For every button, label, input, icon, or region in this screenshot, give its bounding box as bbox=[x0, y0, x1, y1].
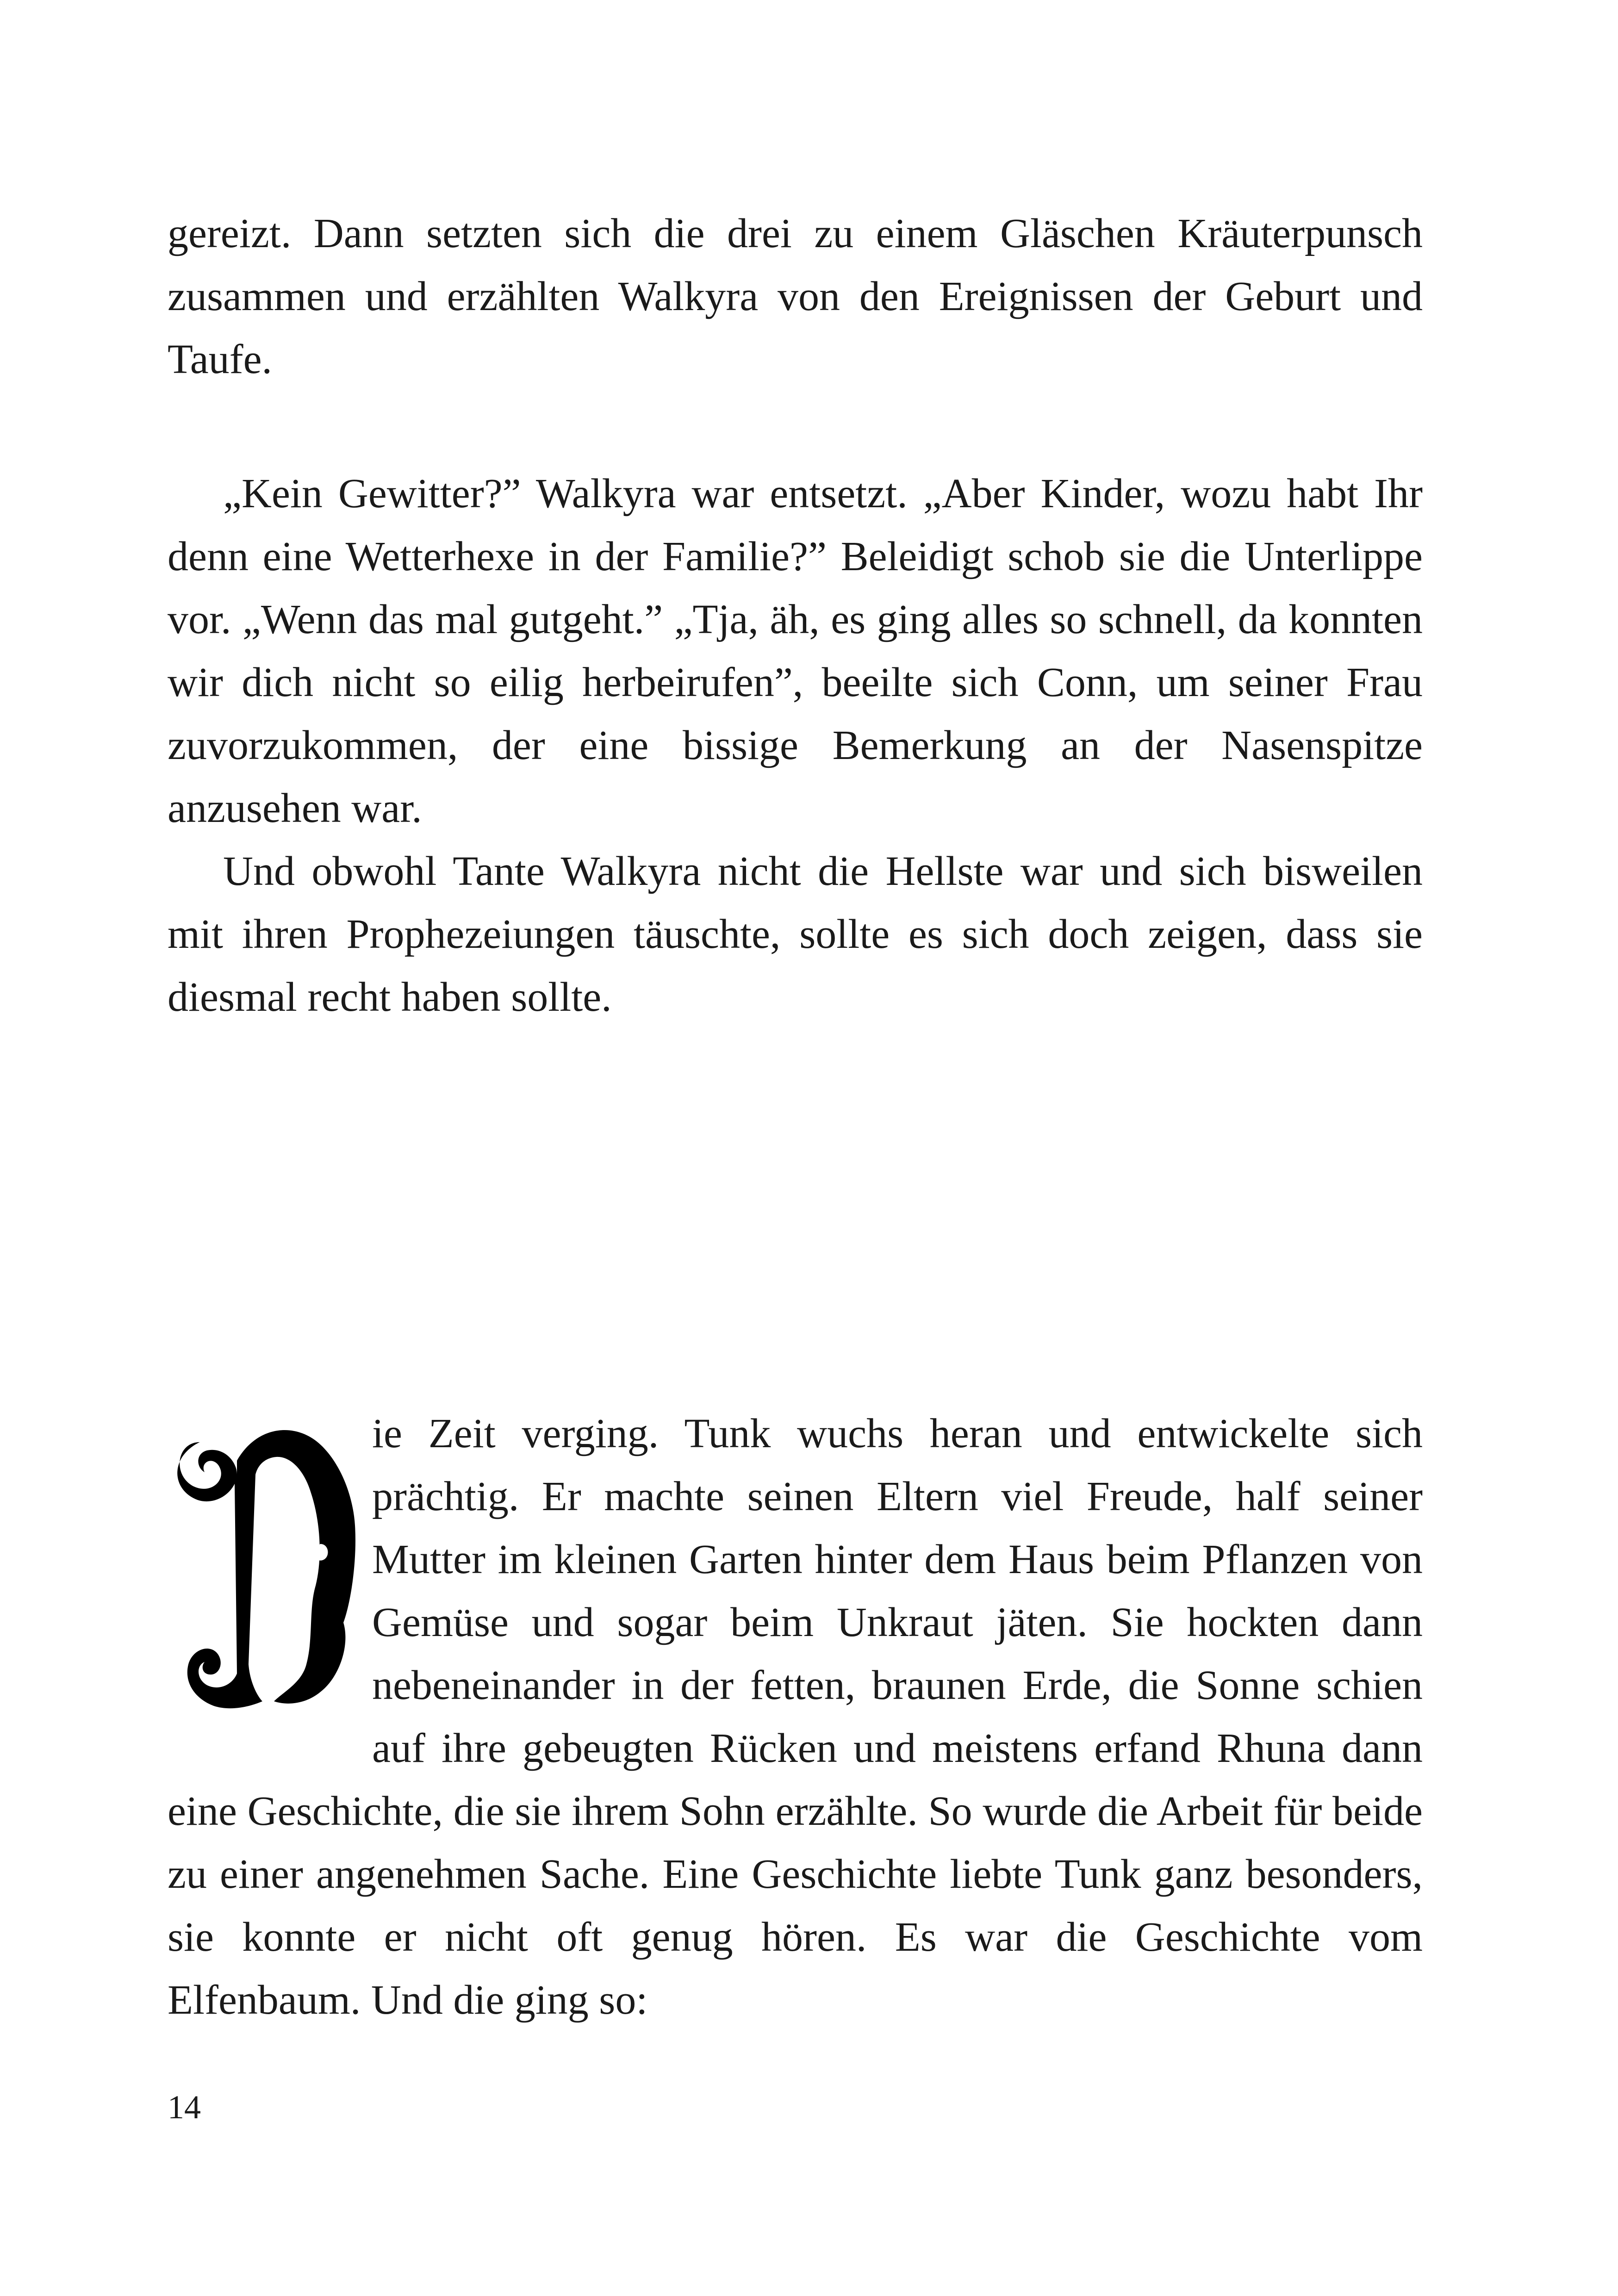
chapter-opening bbox=[168, 1402, 1423, 2032]
drop-cap-d bbox=[168, 1405, 362, 1720]
drop-cap-glyph bbox=[168, 1405, 362, 1720]
paragraph-continuation: gereizt. Dann setzten sich die drei zu einem Gläschen Kräuterpunsch zusammen und erzählten Walkyra von den Ereignissen der Geburt und Taufe. bbox=[168, 211, 1423, 382]
text-block-top bbox=[168, 202, 1423, 391]
paragraph-prophecy: Und obwohl Tante Walkyra nicht die Hellste war und sich bisweilen mit ihren Prophezeiungen täuschte, sollte es sich doch zeigen, dass sie diesmal recht haben sollte. bbox=[168, 848, 1423, 1020]
page-number: 14 bbox=[168, 2089, 201, 2126]
text-block-middle bbox=[168, 462, 1423, 1029]
paragraph-dialogue: „Kein Gewitter?” Walkyra war entsetzt. „Aber Kinder, wozu habt Ihr denn eine Wetterhexe in der Familie?” Beleidigt schob sie die Unterlippe vor. „Wenn das mal gutgeht.” „Tja, äh, es ging alles so schnell, da konnten wir dich nicht so eilig herbeirufen”, beeilte sich Conn, um seiner Frau zuvorzukommen, der eine bissige Bemerkung an der Nasenspitze anzusehen war. bbox=[168, 471, 1423, 831]
paragraph-chapter-start: ie Zeit verging. Tunk wuchs heran und entwickelte sich prächtig. Er machte seinen Eltern viel Freude, half seiner Mutter im kleinen Garten hinter dem Haus beim Pflanzen von Gemüse und sogar beim Unkraut jäten. Sie hockten dann nebeneinander in der fetten, braunen Erde, die Sonne schien auf ihre gebeugten Rücken und meistens erfand Rhuna dann eine Geschichte, die sie ihrem Sohn erzählte. So wurde die Arbeit für beide zu einer angenehmen Sache. Eine Geschichte liebte Tunk ganz besonders, sie konnte er nicht oft genug hören. Es war die Geschichte vom Elfenbaum. Und die ging so: bbox=[168, 1411, 1423, 2023]
